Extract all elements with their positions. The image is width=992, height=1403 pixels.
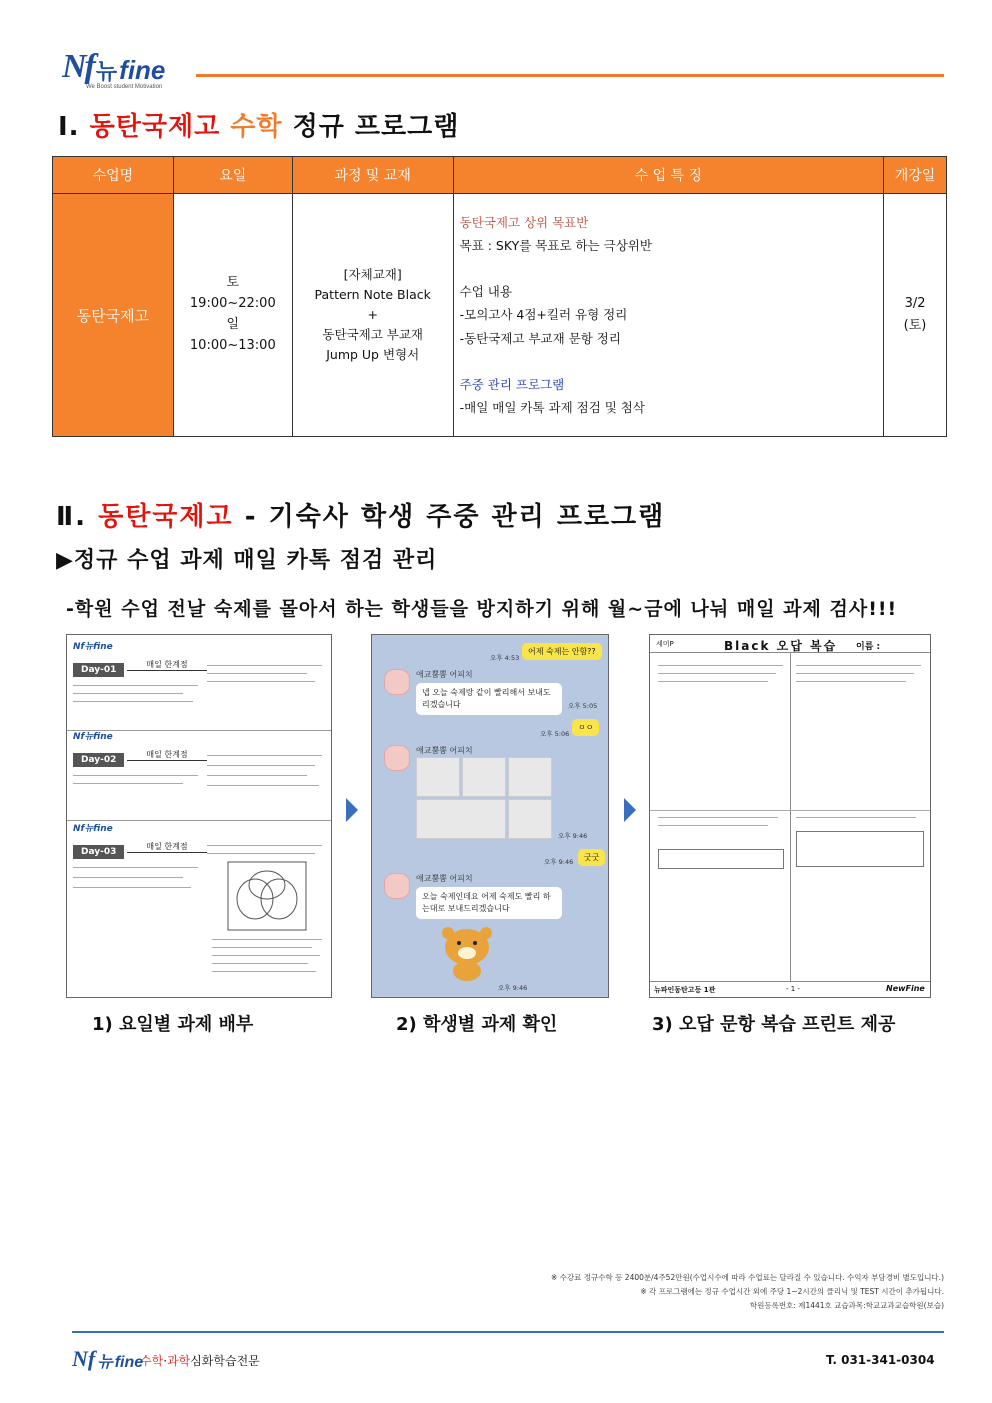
col-header: 과정 및 교재 <box>292 157 453 194</box>
logo-kr: 뉴 <box>95 60 118 85</box>
chat-bubble-student: 넵 오늘 숙제랑 같이 빨리해서 보내도 리겠습니다 <box>416 683 562 715</box>
section2-subtitle: ▶정규 수업 과제 매일 카톡 점검 관리 <box>56 548 438 573</box>
homework-photo <box>462 757 506 797</box>
logo-en: fine <box>119 55 166 85</box>
caption-1: 1) 요일별 과제 배부 <box>92 1014 254 1035</box>
review-sheet-image: 세미P Black 오답 복습 이름 : 뉴파인동탄고등 1관 - 1 - NewFine <box>649 634 931 998</box>
section1-title: Ⅰ. 동탄국제고 수학 정규 프로그램 <box>58 112 460 142</box>
feature-cell: 동탄국제고 상위 목표반 목표 : SKY를 목표로 하는 극상위반 수업 내용 -모의고사 4점+킬러 유형 정리 -동탄국제고 부교재 문항 정리 주중 관리 프로그램 -매일 매일 카톡 과제 점검 및 첨삭 <box>453 194 883 437</box>
caption-3: 3) 오답 문항 복습 프린트 제공 <box>652 1014 896 1035</box>
worksheet-day: Nf뉴fine Day-02 매일 한계점 <box>67 725 331 821</box>
homework-photo <box>508 799 552 839</box>
bear-sticker-icon <box>432 925 502 981</box>
col-header: 개강일 <box>884 157 947 194</box>
caption-2: 2) 학생별 과제 확인 <box>396 1014 558 1035</box>
footnote: ※ 수강료 정규수학 등 2400분/4주52만원(수업시수에 따라 수업료는 달라질 수 있습니다. 수익자 부담경비 별도입니다.) <box>551 1273 944 1282</box>
footnote: ※ 각 프로그램에는 정규 수업시간 외에 주당 1~2시간의 클리닉 및 TEST 시간이 추가됩니다. <box>640 1287 944 1296</box>
worksheet-day: Nf뉴fine Day-03 매일 한계점 <box>67 817 331 997</box>
class-name-cell: 동탄국제고 <box>53 194 174 437</box>
program-table <box>52 156 947 437</box>
phone-number: T. 031-341-0304 <box>826 1353 935 1367</box>
start-date-cell: 3/2 (토) <box>884 194 947 437</box>
footnote: 학원등록번호: 제1441호 교습과목:학교교과교습학원(보습) <box>749 1301 944 1310</box>
right-arrow-icon <box>624 798 636 822</box>
schedule-cell: 토 19:00~22:00 일 10:00~13:00 <box>173 194 292 437</box>
homework-photo <box>416 757 460 797</box>
chat-bubble-teacher: 어제 숙제는 안함?? <box>522 643 602 660</box>
avatar <box>384 745 410 771</box>
section2-title: Ⅱ. 동탄국제고 - 기숙사 학생 주중 관리 프로그램 <box>56 502 666 532</box>
right-arrow-icon <box>346 798 358 822</box>
col-header: 수 업 특 징 <box>453 157 883 194</box>
chat-bubble-teacher: 굿굿 <box>578 849 605 866</box>
col-header: 수업명 <box>53 157 174 194</box>
footer-logo: Nf 뉴 fine <box>72 1346 144 1371</box>
table-header-row <box>53 157 947 194</box>
brand-logo <box>62 48 165 86</box>
venn-diagram <box>227 861 307 931</box>
footer-slogan: 수학·과학심화학습전문 <box>140 1354 260 1368</box>
table-row <box>53 194 947 437</box>
homework-photo <box>508 757 552 797</box>
course-cell: [자체교재] Pattern Note Black + 동탄국제고 부교재 Jump Up 변형서 <box>292 194 453 437</box>
homework-photo <box>416 799 506 839</box>
footer-divider <box>72 1331 944 1333</box>
logo-mark: Nf <box>62 48 94 85</box>
worksheet-day: Nf뉴fine Day-01 매일 한계점 <box>67 635 331 731</box>
worksheet-image <box>66 634 332 998</box>
header-divider <box>196 74 944 77</box>
review-title: Black 오답 복습 <box>724 639 838 653</box>
avatar <box>384 873 410 899</box>
avatar <box>384 669 410 695</box>
logo-tagline: We Boost student Motivation <box>86 84 163 90</box>
chat-bubble-teacher: ㅇㅇ <box>572 719 599 736</box>
chat-bubble-student: 오늘 숙제인데요 어제 숙제도 빨리 하 는대로 보내드리겠습니다 <box>416 887 562 919</box>
chat-screenshot: 오후 4:53 어제 숙제는 안함?? 애교뿜뿜 어피치 넵 오늘 숙제랑 같이 빨리해서 보내도 리겠습니다 오후 5:05 오후 5:06 ㅇㅇ 애교뿜뿜 어피치 오후 9:46 오후 9:46 굿굿 애교뿜뿜 어피치 오늘 숙제인데요 어제 숙제도 빨리 하 는대로 보내드리겠습니다 오후 9:46 <box>371 634 609 998</box>
section2-description: -학원 수업 전날 숙제를 몰아서 하는 학생들을 방지하기 위해 월~금에 나눠 매일 과제 검사!!! <box>66 598 898 620</box>
col-header: 요일 <box>173 157 292 194</box>
